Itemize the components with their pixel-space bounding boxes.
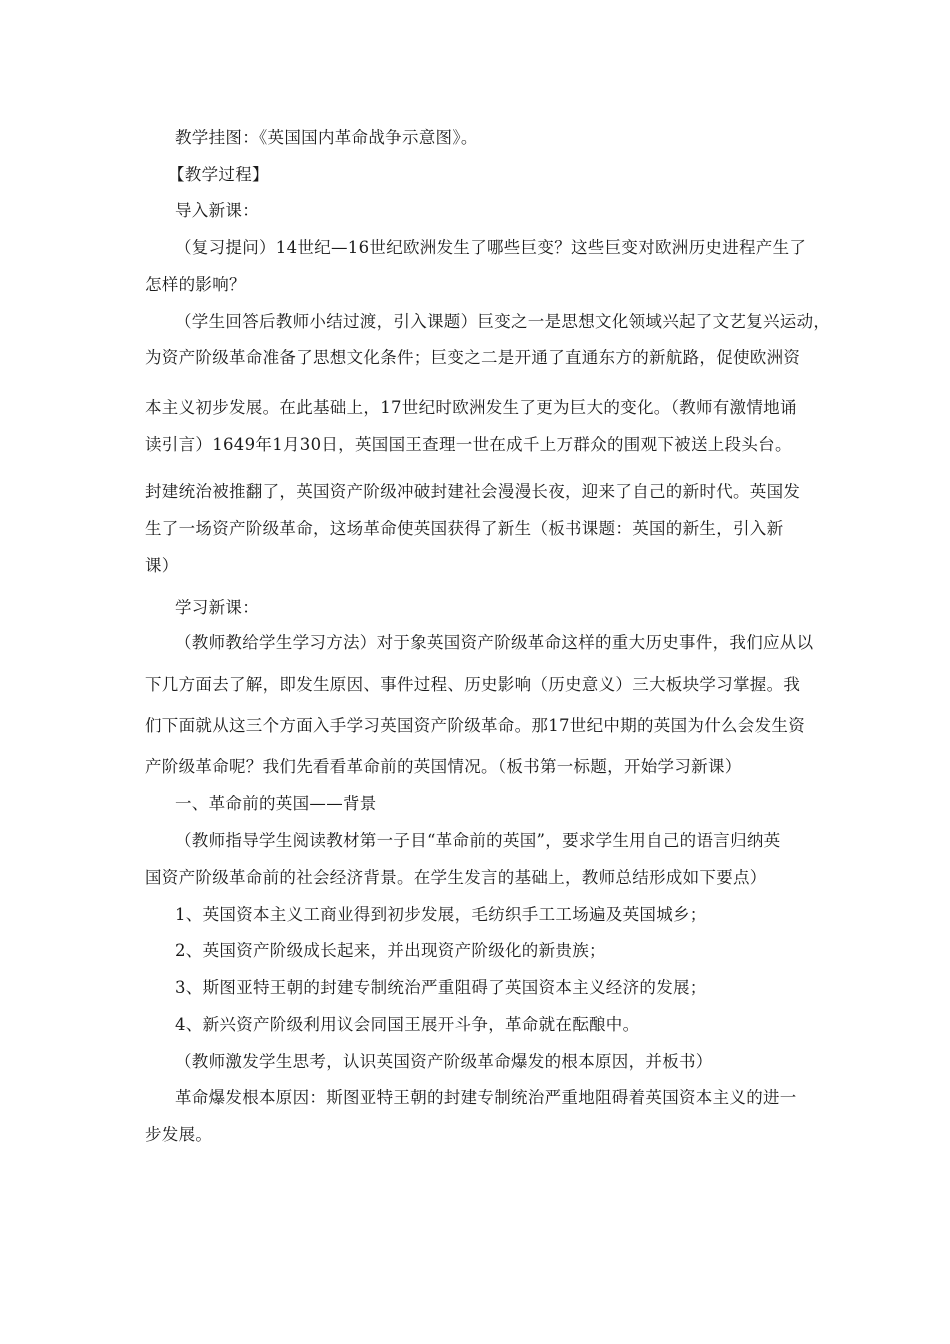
paragraph-line: 封建统治被推翻了，英国资产阶级冲破封建社会漫漫长夜，迎来了自己的新时代。英国发 bbox=[145, 482, 801, 501]
paragraph-line: （教师激发学生思考，认识英国资产阶级革命爆发的根本原因，并板书） bbox=[175, 1052, 713, 1071]
paragraph-line: 下几方面去了解，即发生原因、事件过程、历史影响（历史意义）三大板块学习掌握。我 bbox=[145, 675, 801, 694]
list-item: 4、新兴资产阶级利用议会同国王展开斗争，革命就在酝酿中。 bbox=[175, 1015, 640, 1034]
paragraph-line: 生了一场资产阶级革命，这场革命使英国获得了新生（板书课题：英国的新生，引入新 bbox=[145, 519, 784, 538]
paragraph-line: 怎样的影响？ bbox=[145, 275, 246, 294]
subheading-new-lesson: 学习新课： bbox=[175, 598, 259, 617]
paragraph-line: 步发展。 bbox=[145, 1125, 213, 1144]
paragraph-line: 读引言）1649年1月30日，英国国王查理一世在成千上万群众的围观下被送上段头台。 bbox=[145, 435, 792, 454]
section-heading-teaching-process: 【教学过程】 bbox=[168, 165, 269, 184]
paragraph-line: 国资产阶级革命前的社会经济背景。在学生发言的基础上，教师总结形成如下要点） bbox=[145, 868, 767, 887]
section-heading-background: 一、革命前的英国——背景 bbox=[175, 794, 377, 813]
paragraph-line: （教师教给学生学习方法）对于象英国资产阶级革命这样的重大历史事件，我们应从以 bbox=[175, 633, 814, 652]
teaching-aid-line: 教学挂图：《英国国内革命战争示意图》。 bbox=[175, 128, 478, 147]
paragraph-line: 革命爆发根本原因：斯图亚特王朝的封建专制统治严重地阻碍着英国资本主义的进一 bbox=[175, 1088, 797, 1107]
paragraph-line: 课） bbox=[145, 556, 179, 575]
list-item: 2、英国资产阶级成长起来，并出现资产阶级化的新贵族； bbox=[175, 941, 606, 960]
subheading-intro: 导入新课： bbox=[175, 201, 259, 220]
paragraph-line: （教师指导学生阅读教材第一子目“革命前的英国”，要求学生用自己的语言归纳英 bbox=[175, 831, 781, 850]
list-item: 1、英国资本主义工商业得到初步发展，毛纺织手工工场遍及英国城乡； bbox=[175, 905, 707, 924]
paragraph-line: （复习提问）14世纪—16世纪欧洲发生了哪些巨变？这些巨变对欧洲历史进程产生了 bbox=[175, 238, 807, 257]
list-item: 3、斯图亚特王朝的封建专制统治严重阻碍了英国资本主义经济的发展； bbox=[175, 978, 707, 997]
paragraph-line: （学生回答后教师小结过渡，引入课题）巨变之一是思想文化领域兴起了文艺复兴运动， bbox=[175, 312, 831, 331]
paragraph-line: 为资产阶级革命准备了思想文化条件；巨变之二是开通了直通东方的新航路，促使欧洲资 bbox=[145, 348, 801, 367]
paragraph-line: 本主义初步发展。在此基础上，17世纪时欧洲发生了更为巨大的变化。（教师有激情地诵 bbox=[145, 398, 797, 417]
paragraph-line: 产阶级革命呢？我们先看看革命前的英国情况。（板书第一标题，开始学习新课） bbox=[145, 757, 742, 776]
paragraph-line: 们下面就从这三个方面入手学习英国资产阶级革命。那17世纪中期的英国为什么会发生资 bbox=[145, 716, 805, 735]
